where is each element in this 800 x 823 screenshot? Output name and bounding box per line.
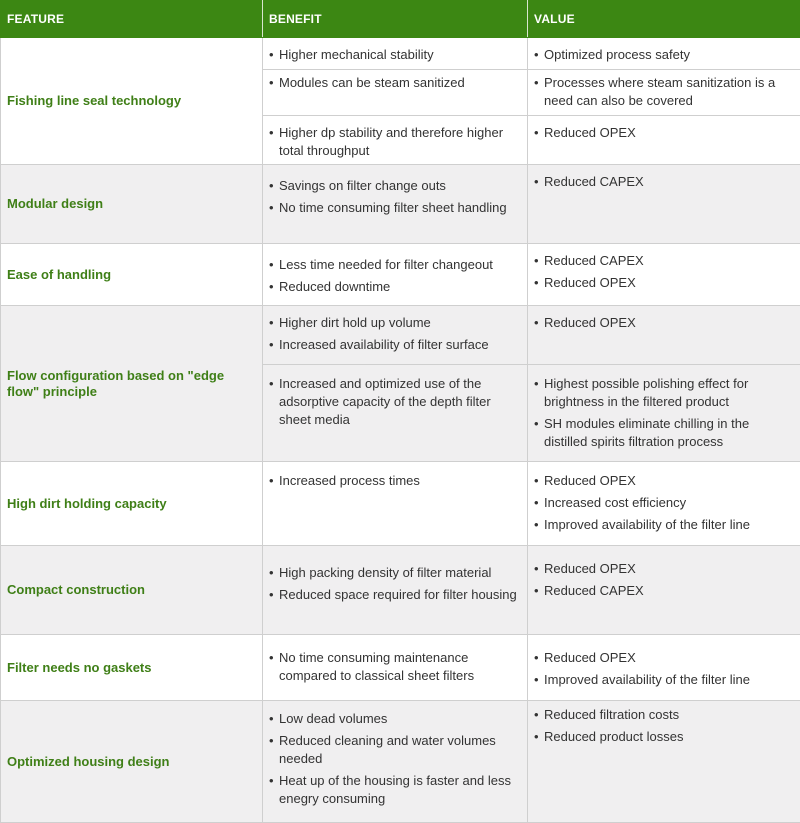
benefit-cell — [263, 546, 528, 635]
value-list — [534, 74, 794, 110]
benefit-item: • Modules can be steam sanitized — [269, 74, 521, 92]
benefit-item: • Less time needed for filter changeout — [269, 256, 521, 274]
value-list — [534, 252, 794, 292]
value-cell — [528, 701, 800, 823]
value-cell — [528, 635, 800, 701]
benefit-list — [269, 649, 521, 685]
benefit-item: • Savings on filter change outs — [269, 177, 521, 195]
feature-cell: Compact construction — [1, 546, 263, 635]
benefit-cell — [263, 244, 528, 306]
value-list — [534, 124, 794, 142]
table-row — [1, 165, 800, 244]
value-item: • Reduced OPEX — [534, 472, 794, 490]
benefit-item: • Higher dirt hold up volume — [269, 314, 521, 332]
value-cell — [528, 462, 800, 546]
benefit-list — [269, 256, 521, 296]
benefit-item: • Increased process times — [269, 472, 521, 490]
value-item: • SH modules eliminate chilling in the distilled spirits filtration process — [534, 415, 794, 451]
benefit-cell — [263, 116, 528, 165]
benefit-item: • Heat up of the housing is faster and less enegry consuming — [269, 772, 521, 808]
value-cell — [528, 70, 800, 116]
benefit-cell — [263, 365, 528, 462]
benefit-item: • Increased and optimized use of the adsorptive capacity of the depth filter sheet media — [269, 375, 521, 429]
value-cell — [528, 365, 800, 462]
benefit-item: • Low dead volumes — [269, 710, 521, 728]
table-row — [1, 546, 800, 635]
value-list — [534, 314, 794, 332]
value-list — [534, 560, 794, 600]
value-cell — [528, 244, 800, 306]
benefit-cell — [263, 70, 528, 116]
value-item: • Reduced OPEX — [534, 314, 794, 332]
benefit-list — [269, 124, 521, 160]
value-list — [534, 472, 794, 534]
header-benefit: BENEFIT — [263, 1, 528, 38]
benefit-list — [269, 564, 521, 604]
header-feature: FEATURE — [1, 1, 263, 38]
value-cell — [528, 165, 800, 244]
value-item: • Reduced OPEX — [534, 124, 794, 142]
benefit-list — [269, 177, 521, 217]
benefit-item: • Higher dp stability and therefore higher total throughput — [269, 124, 521, 160]
value-item: • Reduced product losses — [534, 728, 794, 746]
value-item: • Optimized process safety — [534, 46, 794, 64]
table-row — [1, 306, 800, 365]
value-item: • Reduced OPEX — [534, 560, 794, 578]
benefit-cell — [263, 306, 528, 365]
benefit-list — [269, 710, 521, 808]
value-list — [534, 46, 794, 64]
value-item: • Processes where steam sanitization is a need can also be covered — [534, 74, 794, 110]
feature-cell: Ease of handling — [1, 244, 263, 306]
value-cell — [528, 38, 800, 70]
table-body — [1, 38, 800, 823]
benefit-list — [269, 375, 521, 429]
benefit-item: • Reduced cleaning and water volumes needed — [269, 732, 521, 768]
value-list — [534, 706, 794, 746]
benefit-item: • High packing density of filter material — [269, 564, 521, 582]
benefit-list — [269, 74, 521, 92]
benefit-cell — [263, 165, 528, 244]
table-row — [1, 635, 800, 701]
benefit-cell — [263, 635, 528, 701]
feature-cell: Flow configuration based on "edge flow" principle — [1, 306, 263, 462]
value-item: • Reduced CAPEX — [534, 252, 794, 270]
value-list — [534, 375, 794, 451]
table-row — [1, 701, 800, 823]
value-item: • Reduced OPEX — [534, 649, 794, 667]
value-item: • Reduced CAPEX — [534, 173, 794, 191]
value-item: • Reduced OPEX — [534, 274, 794, 292]
value-cell — [528, 546, 800, 635]
value-cell — [528, 116, 800, 165]
value-item: • Improved availability of the filter line — [534, 516, 794, 534]
value-item: • Increased cost efficiency — [534, 494, 794, 512]
benefit-item: • Higher mechanical stability — [269, 46, 521, 64]
value-item: • Reduced CAPEX — [534, 582, 794, 600]
feature-cell: High dirt holding capacity — [1, 462, 263, 546]
table-row — [1, 244, 800, 306]
feature-cell: Modular design — [1, 165, 263, 244]
header-value: VALUE — [528, 1, 800, 38]
benefit-list — [269, 46, 521, 64]
table-header-row — [1, 1, 800, 38]
feature-cell: Optimized housing design — [1, 701, 263, 823]
value-cell — [528, 306, 800, 365]
value-item: • Highest possible polishing effect for brightness in the filtered product — [534, 375, 794, 411]
benefit-list — [269, 472, 521, 490]
table-row — [1, 38, 800, 70]
value-item: • Reduced filtration costs — [534, 706, 794, 724]
value-item: • Improved availability of the filter line — [534, 671, 794, 689]
value-list — [534, 649, 794, 689]
value-list — [534, 173, 794, 191]
benefit-item: • No time consuming filter sheet handling — [269, 199, 521, 217]
feature-cell: Fishing line seal technology — [1, 38, 263, 165]
benefit-item: • Reduced downtime — [269, 278, 521, 296]
benefit-cell — [263, 462, 528, 546]
benefit-list — [269, 314, 521, 354]
benefit-item: • Increased availability of filter surface — [269, 336, 521, 354]
benefit-item: • Reduced space required for filter housing — [269, 586, 521, 604]
feature-cell: Filter needs no gaskets — [1, 635, 263, 701]
table-row — [1, 462, 800, 546]
benefit-item: • No time consuming maintenance compared to classical sheet filters — [269, 649, 521, 685]
benefit-cell — [263, 701, 528, 823]
benefit-cell — [263, 38, 528, 70]
